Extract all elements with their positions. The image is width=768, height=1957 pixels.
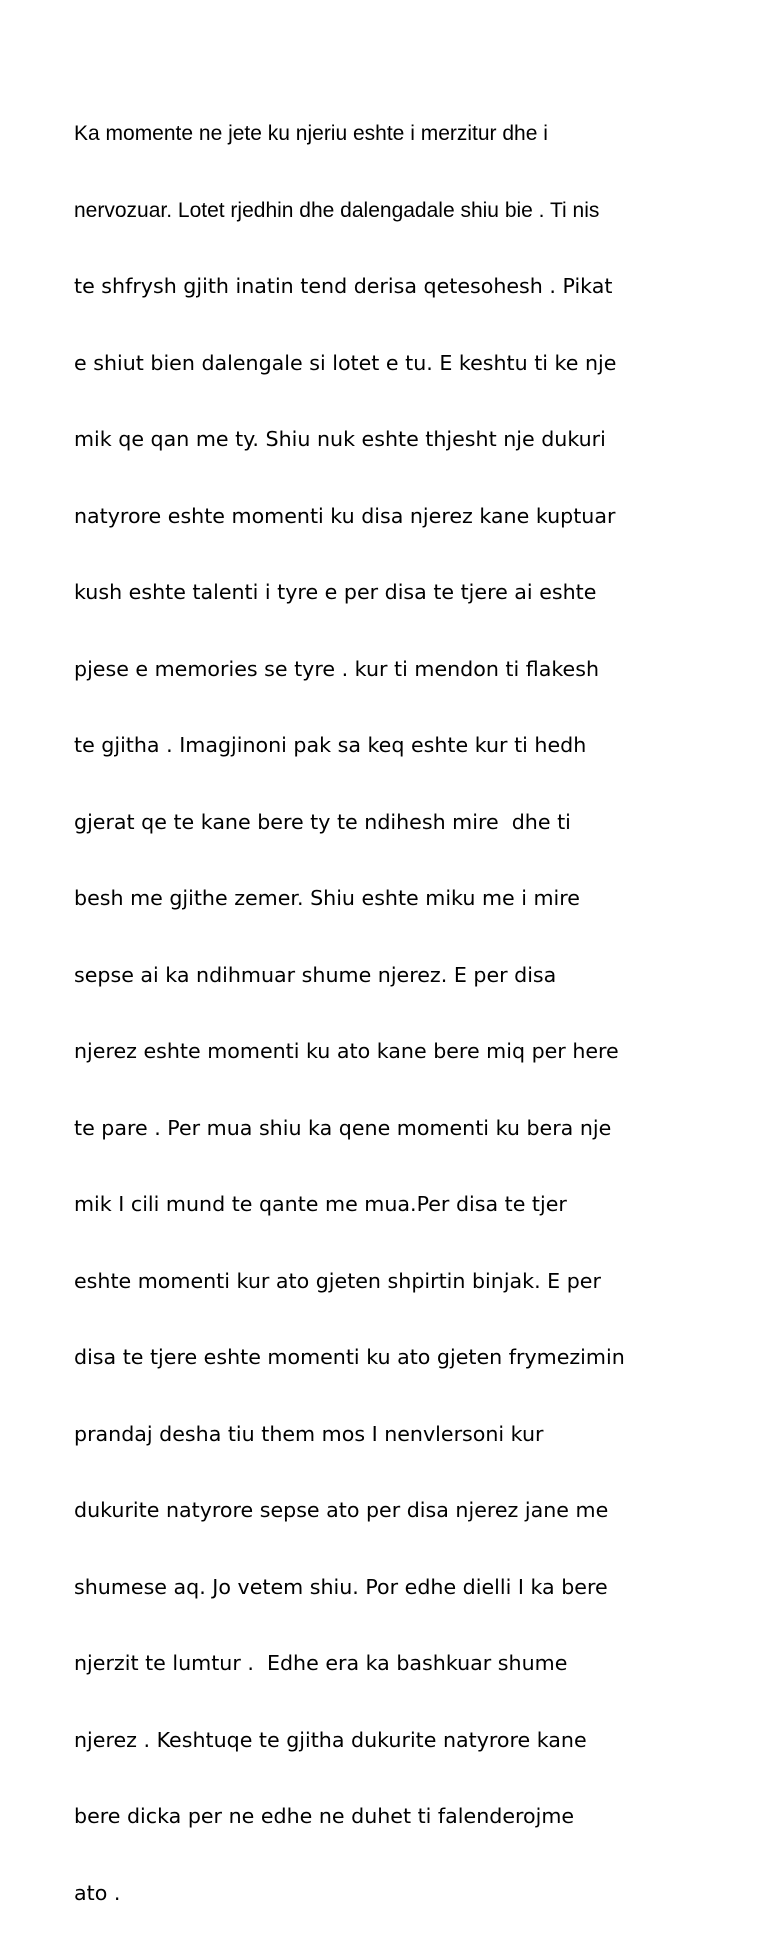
text-line: natyrore eshte momenti ku disa njerez kane kuptuar xyxy=(74,503,616,528)
text-line: mik I cili mund te qante me mua.Per disa te tjer xyxy=(74,1192,567,1216)
text-line: besh me gjithe zemer. Shiu eshte miku me i mire xyxy=(74,886,580,910)
body-paragraph xyxy=(74,70,704,1957)
text-line: pjese e memories se tyre . kur ti mendon ti flakesh xyxy=(74,656,600,681)
text-line: bere dicka per ne edhe ne duhet ti falenderojme xyxy=(74,1804,575,1828)
text-line: eshte momenti kur ato gjeten shpirtin binjak. E per xyxy=(74,1268,601,1293)
text-line: njerzit te lumtur . Edhe era ka bashkuar shume xyxy=(74,1651,568,1675)
text-line: Ka momente ne jete ku njeriu eshte i merzitur dhe i xyxy=(74,122,548,145)
text-line: e shiut bien dalengale si lotet e tu. E keshtu ti ke nje xyxy=(74,350,617,375)
text-line: nervozuar. Lotet rjedhin dhe dalengadale shiu bie . Ti nis xyxy=(74,198,600,222)
text-line: shumese aq. Jo vetem shiu. Por edhe dielli I ka bere xyxy=(74,1574,608,1599)
text-line: dukurite natyrore sepse ato per disa njerez jane me xyxy=(74,1498,609,1522)
text-line: sepse ai ka ndihmuar shume njerez. E per disa xyxy=(74,962,557,987)
text-line: ato . xyxy=(74,1880,121,1905)
text-line: te shfrysh gjith inatin tend derisa qetesohesh . Pikat xyxy=(74,274,613,298)
text-line: te pare . Per mua shiu ka qene momenti ku bera nje xyxy=(74,1115,612,1140)
text-line: te gjitha . Imagjinoni pak sa keq eshte kur ti hedh xyxy=(74,733,587,757)
text-line: prandaj desha tiu them mos I nenvlersoni kur xyxy=(74,1421,544,1446)
text-line: mik qe qan me ty. Shiu nuk eshte thjesht nje dukuri xyxy=(74,427,606,451)
text-line: disa te tjere eshte momenti ku ato gjeten frymezimin xyxy=(74,1345,625,1369)
text-line: kush eshte talenti i tyre e per disa te tjere ai eshte xyxy=(74,580,597,604)
text-line: njerez eshte momenti ku ato kane bere miq per here xyxy=(74,1039,619,1063)
text-line: njerez . Keshtuqe te gjitha dukurite natyrore kane xyxy=(74,1727,587,1752)
text-line: gjerat qe te kane bere ty te ndihesh mire dhe ti xyxy=(74,809,571,834)
